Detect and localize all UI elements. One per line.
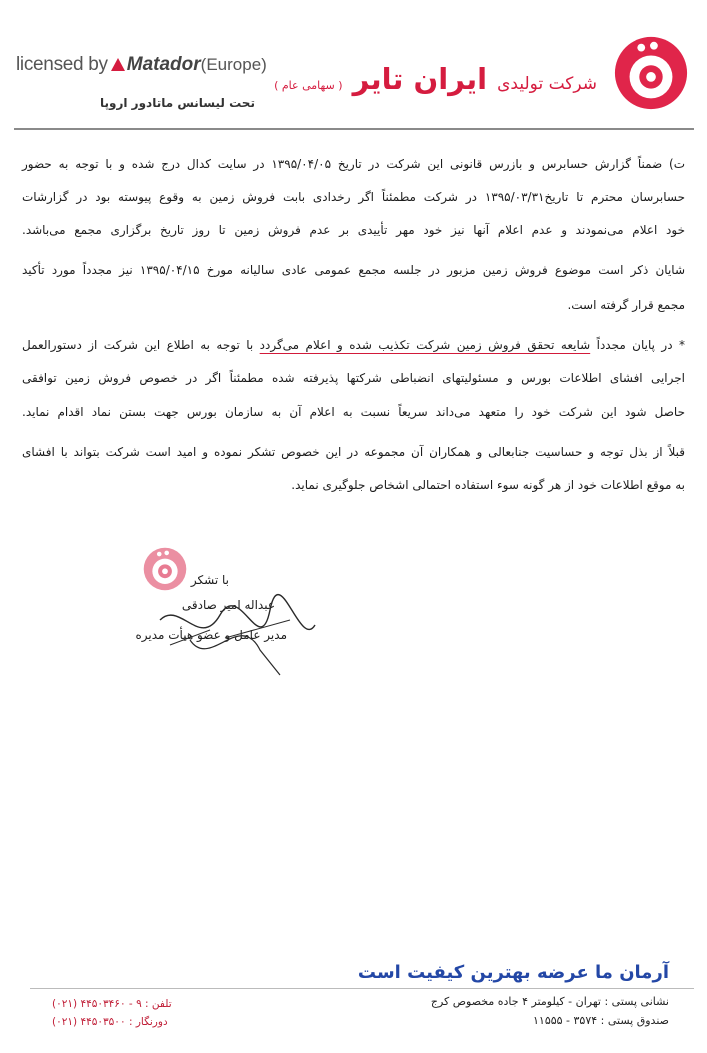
phone-label: تلفن : — [145, 998, 172, 1010]
handwritten-signature — [150, 590, 320, 680]
company-name — [274, 62, 597, 96]
licensed-persian: تحت لیسانس ماتادور اروپا — [100, 96, 255, 110]
company-stamp-icon — [142, 546, 188, 592]
announcement-prefix: * در پایان مجدداً — [596, 338, 685, 352]
signature-thanks: با تشکر — [190, 573, 229, 587]
licensed-text: licensed by — [16, 54, 108, 75]
company-type: ( سهامی عام ) — [274, 79, 343, 92]
fax-number: ۴۴۵۰۳۵۰۰ (۰۲۱) — [52, 1016, 126, 1028]
announcement-suffix: با توجه به اطلاع این شرکت از دستورالعمل — [22, 338, 254, 352]
body-line-9: به موقع اطلاعات خود از هر گونه سوء استفاده احتمالی اشخاص جلوگیری نماید. — [291, 478, 685, 492]
phone-number: ۹ - ۴۴۵۰۳۴۶۰ (۰۲۱) — [52, 998, 142, 1010]
po-box: صندوق پستی : ۳۵۷۴ - ۱۱۵۵۵ — [533, 1014, 669, 1027]
body-line-7: حاصل شود این شرکت خود را متعهد می‌داند سریعاً نسبت به اعلام آن به سازمان بورس جهت بستن نماد اقدام نماید. — [22, 405, 685, 419]
body-line-2: حسابرسان محترم تا تاریخ۱۳۹۵/۰۳/۳۱ در شرکت مطمئناً اگر رخدادی بابت فروش زمین به وقوع پیوسته بود در گزارشات — [22, 190, 685, 204]
body-line-5: مجمع قرار گرفته است. — [567, 298, 685, 312]
fax-row — [52, 1016, 168, 1028]
signature-name: عبداله امیر صادقی — [181, 598, 275, 612]
matador-triangle-icon — [111, 58, 125, 71]
footer-slogan: آرمان ما عرضه بهترین کیفیت است — [357, 962, 669, 983]
matador-brand: Matador — [126, 54, 201, 75]
body-line-1: ت) ضمناً گزارش حسابرس و بازرس قانونی این شرکت در تاریخ ۱۳۹۵/۰۴/۰۵ در سایت کدال درج شده و با توجه به حضور — [22, 157, 686, 171]
body-line-3: خود اعلام می‌نمودند و عدم اعلام آنها نیز خود مهر تأییدی بر عدم فروش زمین تا روز تاریخ برگزاری مجمع می‌باشد. — [22, 223, 685, 237]
body-line-8: قبلاً از بذل توجه و حساسیت جنابعالی و همکاران آن مجموعه در این خصوص تشکر نموده و امید است شرکت بتواند با افشای — [22, 445, 685, 459]
body-line-6: اجرایی افشای اطلاعات بورس و مسئولیتهای انضباطی شرکتها پذیرفته شده مطمئناً اگر در خصوص فروش زمین توافقی — [22, 371, 685, 385]
announcement-line — [22, 337, 685, 353]
company-title: ایران تایر — [352, 62, 488, 96]
header-divider — [14, 128, 694, 130]
licensed-region: (Europe) — [200, 55, 267, 74]
phone-row — [52, 998, 172, 1010]
fax-label: دورنگار : — [128, 1016, 168, 1028]
body-line-4: شایان ذکر است موضوع فروش زمین مزبور در جلسه مجمع عمومی عادی سالیانه مورخ ۱۳۹۵/۰۴/۱۵ نیز مجدداً مورد تأکید — [22, 263, 686, 277]
licensed-by-matador — [16, 54, 267, 76]
footer-divider — [30, 988, 694, 989]
postal-address: نشانی پستی : تهران - کیلومتر ۴ جاده مخصوص کرج — [430, 995, 669, 1008]
announcement-underlined: شایعه تحقق فروش زمین شرکت تکذیب شده و اعلام می‌گردد — [259, 338, 591, 352]
signature-title: مدیر عامل و عضو هیأت مدیره — [135, 628, 287, 642]
company-prefix: شرکت تولیدی — [497, 74, 597, 94]
iran-tire-logo — [612, 34, 690, 112]
